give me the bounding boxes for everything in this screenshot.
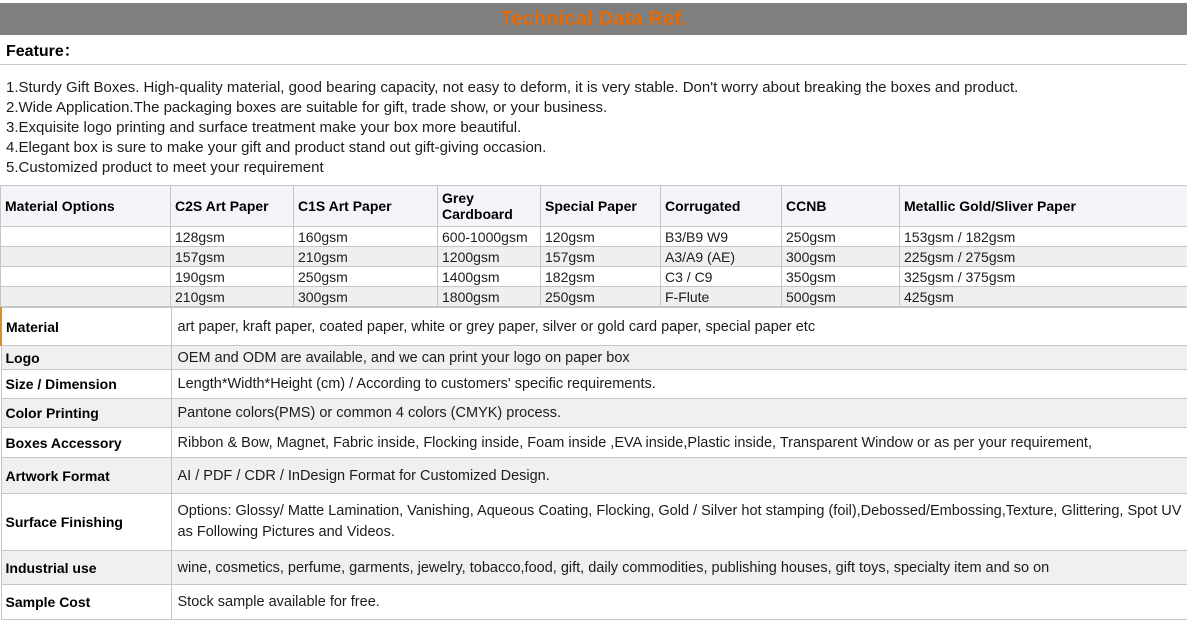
column-header-6: Corrugated [661, 186, 782, 227]
material-cell-r2-c4: 1200gsm [438, 247, 541, 267]
material-cell-r2-c1 [1, 247, 171, 267]
feature-heading: Feature： [6, 38, 80, 61]
spec-value: Ribbon & Bow, Magnet, Fabric inside, Flocking inside, Foam inside ,EVA inside,Plastic inside, Transparent Window or as per your requirement, [171, 428, 1187, 458]
material-cell-r2-c2: 157gsm [171, 247, 294, 267]
column-header-4: Grey Cardboard [438, 186, 541, 227]
material-cell-r4-c2: 210gsm [171, 287, 294, 307]
material-table-row-3 [1, 267, 1187, 287]
spec-row-sample-cost [1, 585, 1187, 620]
material-cell-r1-c1 [1, 227, 171, 247]
material-cell-r4-c8: 425gsm [900, 287, 1187, 307]
spec-label: Boxes Accessory [1, 428, 171, 458]
material-table-row-4 [1, 287, 1187, 307]
material-cell-r1-c2: 128gsm [171, 227, 294, 247]
feature-item-1: 1.Sturdy Gift Boxes. High-quality material, good bearing capacity, not easy to deform, it is very stable. Don't worry about breaking the boxes and product. [6, 78, 1181, 98]
material-cell-r3-c7: 350gsm [782, 267, 900, 287]
material-cell-r1-c7: 250gsm [782, 227, 900, 247]
spec-row-surface-finishing [1, 494, 1187, 551]
material-cell-r1-c3: 160gsm [294, 227, 438, 247]
material-table-row-2 [1, 247, 1187, 267]
spec-label: Color Printing [1, 399, 171, 428]
spec-label: Logo [1, 346, 171, 370]
column-header-3: C1S Art Paper [294, 186, 438, 227]
material-cell-r3-c6: C3 / C9 [661, 267, 782, 287]
material-cell-r1-c6: B3/B9 W9 [661, 227, 782, 247]
column-header-2: C2S Art Paper [171, 186, 294, 227]
spec-row-boxes-accessory [1, 428, 1187, 458]
spec-value: OEM and ODM are available, and we can print your logo on paper box [171, 346, 1187, 370]
spec-value: Length*Width*Height (cm) / According to customers' specific requirements. [171, 370, 1187, 399]
page-title: Technical Data Ref. [500, 8, 687, 31]
material-table-row-1 [1, 227, 1187, 247]
material-cell-r3-c3: 250gsm [294, 267, 438, 287]
spec-value: Stock sample available for free. [171, 585, 1187, 620]
material-cell-r4-c6: F-Flute [661, 287, 782, 307]
column-header-5: Special Paper [541, 186, 661, 227]
material-cell-r3-c2: 190gsm [171, 267, 294, 287]
column-header-8: Metallic Gold/Sliver Paper [900, 186, 1187, 227]
material-cell-r2-c3: 210gsm [294, 247, 438, 267]
spec-value: AI / PDF / CDR / InDesign Format for Customized Design. [171, 458, 1187, 494]
spec-label: Surface Finishing [1, 494, 171, 551]
feature-list [0, 65, 1187, 185]
spec-label: Artwork Format [1, 458, 171, 494]
material-cell-r4-c4: 1800gsm [438, 287, 541, 307]
material-cell-r1-c8: 153gsm / 182gsm [900, 227, 1187, 247]
material-cell-r3-c8: 325gsm / 375gsm [900, 267, 1187, 287]
material-cell-r2-c5: 157gsm [541, 247, 661, 267]
column-header-7: CCNB [782, 186, 900, 227]
feature-item-2: 2.Wide Application.The packaging boxes are suitable for gift, trade show, or your business. [6, 98, 1181, 118]
material-cell-r1-c5: 120gsm [541, 227, 661, 247]
spec-row-artwork-format [1, 458, 1187, 494]
column-header-1: Material Options [1, 186, 171, 227]
feature-heading-row [0, 35, 1187, 65]
spec-table [0, 307, 1187, 620]
material-cell-r4-c1 [1, 287, 171, 307]
spec-row-size-dimension [1, 370, 1187, 399]
material-cell-r4-c5: 250gsm [541, 287, 661, 307]
material-cell-r1-c4: 600-1000gsm [438, 227, 541, 247]
spec-label: Sample Cost [1, 585, 171, 620]
spec-value: wine, cosmetics, perfume, garments, jewelry, tobacco,food, gift, daily commodities, publishing houses, gift toys, specialty item and so on [171, 551, 1187, 585]
spec-value: Options: Glossy/ Matte Lamination, Vanishing, Aqueous Coating, Flocking, Gold / Silver hot stamping (foil),Debossed/Embossing,Texture, Glittering, Spot UV as Following Pictures and Videos. [171, 494, 1187, 551]
material-cell-r4-c3: 300gsm [294, 287, 438, 307]
material-cell-r2-c7: 300gsm [782, 247, 900, 267]
spec-row-industrial-use [1, 551, 1187, 585]
title-bar [0, 3, 1187, 35]
spec-row-color-printing [1, 399, 1187, 428]
material-cell-r2-c8: 225gsm / 275gsm [900, 247, 1187, 267]
spec-value: Pantone colors(PMS) or common 4 colors (CMYK) process. [171, 399, 1187, 428]
material-options-table [0, 185, 1187, 307]
material-cell-r3-c5: 182gsm [541, 267, 661, 287]
material-cell-r3-c1 [1, 267, 171, 287]
spec-value: art paper, kraft paper, coated paper, white or grey paper, silver or gold card paper, special paper etc [171, 308, 1187, 346]
spec-label: Industrial use [1, 551, 171, 585]
feature-item-5: 5.Customized product to meet your requirement [6, 158, 1181, 178]
feature-item-4: 4.Elegant box is sure to make your gift and product stand out gift-giving occasion. [6, 138, 1181, 158]
material-cell-r3-c4: 1400gsm [438, 267, 541, 287]
spec-row-logo [1, 346, 1187, 370]
material-cell-r4-c7: 500gsm [782, 287, 900, 307]
spec-label: Size / Dimension [1, 370, 171, 399]
material-table-header-row [1, 186, 1187, 227]
spec-label: Material [1, 308, 171, 346]
material-cell-r2-c6: A3/A9 (AE) [661, 247, 782, 267]
feature-item-3: 3.Exquisite logo printing and surface treatment make your box more beautiful. [6, 118, 1181, 138]
spec-row-material [1, 308, 1187, 346]
technical-data-sheet [0, 3, 1187, 623]
